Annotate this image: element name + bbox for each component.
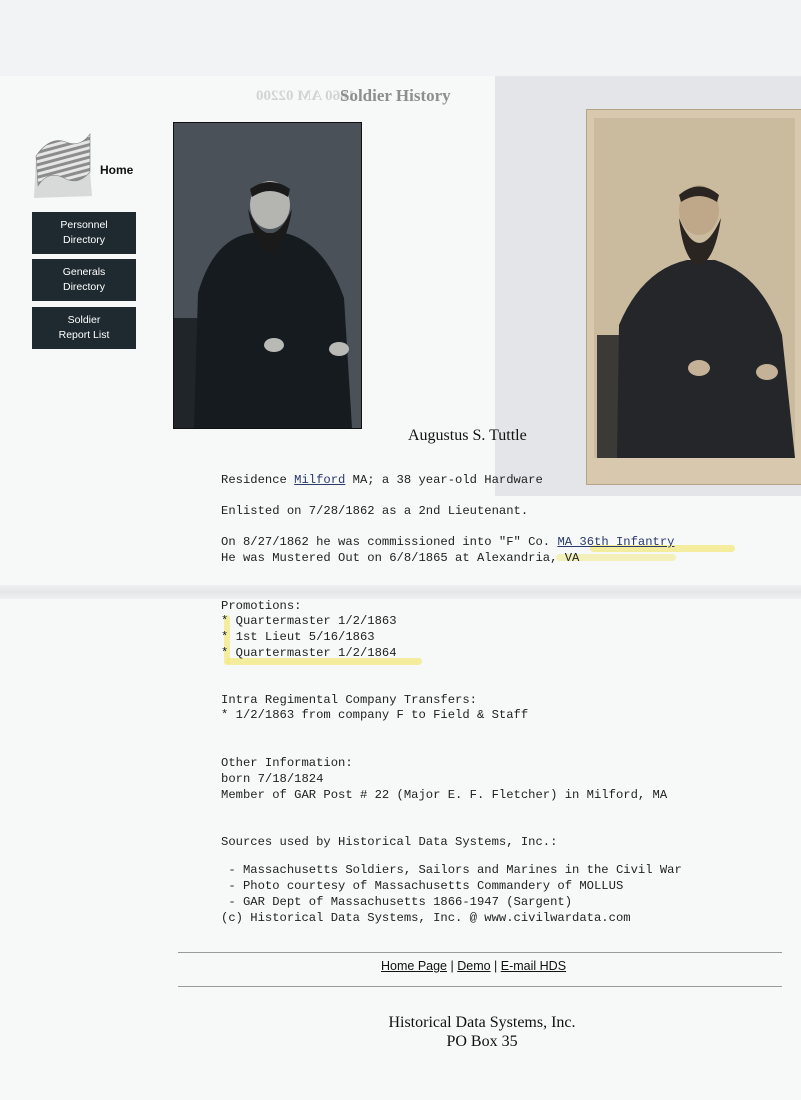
other-heading: Other Information: — [221, 756, 353, 770]
soldier-name: Augustus S. Tuttle — [408, 427, 527, 444]
soldier-portrait-original — [586, 109, 801, 485]
other-item: Member of GAR Post # 22 (Major E. F. Fletcher) in Milford, MA — [221, 788, 668, 802]
source-item: - GAR Dept of Massachusetts 1866-1947 (Sargent) — [221, 895, 573, 909]
generals-directory-button[interactable]: Generals Directory — [32, 259, 136, 301]
scan-top-margin — [0, 0, 801, 76]
other-item: born 7/18/1824 — [221, 772, 324, 786]
residence-line: Residence Milford MA; a 38 year-old Hardware — [221, 473, 543, 487]
page-fold — [0, 585, 801, 599]
residence-town-link[interactable]: Milford — [294, 473, 346, 487]
enlisted-line: Enlisted on 7/28/1862 as a 2nd Lieutenant. — [221, 504, 529, 518]
home-link[interactable]: Home — [100, 163, 134, 177]
home-page-link[interactable]: Home Page — [381, 959, 448, 973]
mirrored-bleed-text: 1660 AM 02200 — [256, 88, 356, 104]
regiment-link[interactable]: MA 36th Infantry — [557, 535, 675, 549]
commissioned-line: On 8/27/1862 he was commissioned into "F" Co. MA 36th Infantry — [221, 535, 675, 549]
email-link[interactable]: E-mail HDS — [500, 959, 567, 973]
source-item: - Photo courtesy of Massachusetts Commandery of MOLLUS — [221, 879, 624, 893]
promotion-item: * Quartermaster 1/2/1864 — [221, 646, 397, 660]
mustered-out-line: He was Mustered Out on 6/8/1865 at Alexandria, VA — [221, 551, 580, 565]
demo-link[interactable]: Demo — [457, 959, 491, 973]
company-name: Historical Data Systems, Inc. — [388, 1014, 576, 1031]
divider — [178, 952, 782, 953]
sources-heading: Sources used by Historical Data Systems, Inc.: — [221, 835, 558, 849]
transfer-item: * 1/2/1863 from company F to Field & Staff — [221, 708, 529, 722]
company-address — [384, 1013, 580, 1051]
soldier-report-list-button[interactable]: Soldier Report List — [32, 307, 136, 349]
flag-icon — [30, 128, 96, 206]
footer-links: Home Page | Demo | E-mail HDS — [381, 959, 567, 973]
copyright-line: (c) Historical Data Systems, Inc. @ www.civilwardata.com — [221, 911, 631, 925]
po-box: PO Box 35 — [446, 1033, 518, 1050]
personnel-directory-button[interactable]: Personnel Directory — [32, 212, 136, 254]
promotions-heading: Promotions: — [221, 599, 302, 613]
promotion-item: * 1st Lieut 5/16/1863 — [221, 630, 375, 644]
page-title: Soldier History — [340, 86, 451, 105]
source-item: - Massachusetts Soldiers, Sailors and Marines in the Civil War — [221, 863, 682, 877]
soldier-portrait-printed — [173, 122, 362, 429]
divider — [178, 986, 782, 987]
promotion-item: * Quartermaster 1/2/1863 — [221, 614, 397, 628]
transfers-heading: Intra Regimental Company Transfers: — [221, 693, 477, 707]
